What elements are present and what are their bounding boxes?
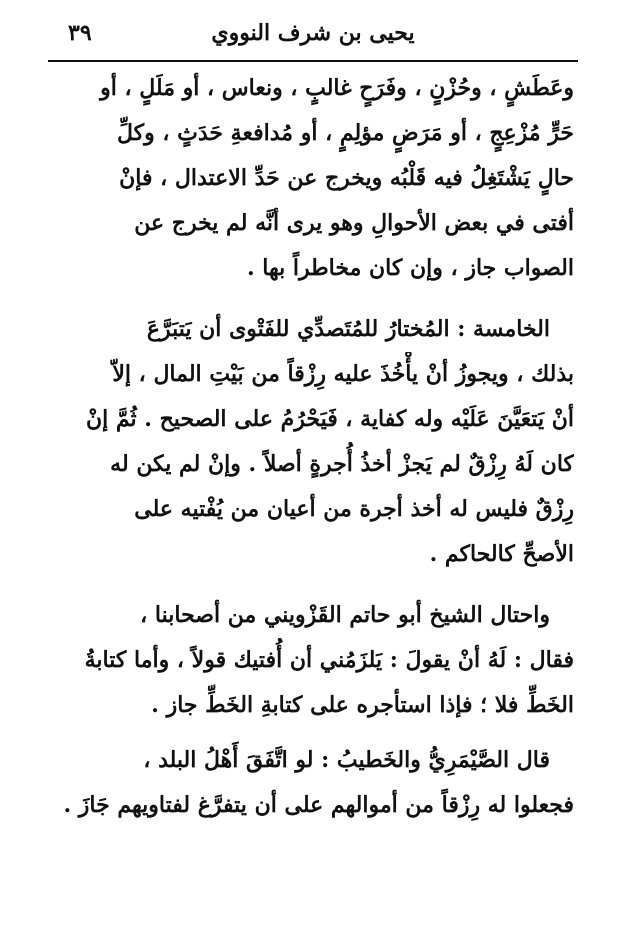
running-header-title: يحيى بن شرف النووي bbox=[211, 20, 415, 46]
text-line: فجعلوا له رِزْقاً من أموالهم على أن يتفرَّغ لفتاويهم جَازَ . bbox=[63, 792, 574, 818]
paragraph-2 bbox=[52, 307, 574, 577]
text-line: حالٍ يَشْتَغِلُ فيه قَلْبُه ويخرج عن حَدِّ الاعتدال ، فإنْ bbox=[119, 165, 574, 191]
text-line: الصواب جاز ، وإن كان مخاطراً بها . bbox=[246, 255, 574, 281]
text-line: واحتال الشيخ أبو حاتم القَزْويني من أصحابنا ، bbox=[140, 602, 550, 628]
text-line: أنْ يَتعَيَّنَ عَلَيْه وله كفاية ، فَيَحْرُمُ على الصحيح . ثُمَّ إنْ bbox=[85, 406, 574, 432]
text-line-rest: المُختارُ للمُتَصدِّي للفَتْوى أن يَتبَرَّعَ bbox=[146, 316, 458, 342]
page-body bbox=[52, 66, 574, 828]
running-header bbox=[48, 14, 578, 58]
paragraph-1 bbox=[52, 66, 574, 291]
text-line: أفتى في بعض الأحوالِ وهو يرى أنَّه لم يخرج عن bbox=[134, 210, 574, 236]
text-line: وعَطَشٍ ، وحُزْنٍ ، وفَرَحٍ غالبٍ ، ونعاس ، أو مَلَلٍ ، أو bbox=[100, 75, 574, 101]
page-number: ٣٩ bbox=[68, 20, 92, 46]
text-line: رِزْقٌ فليس له أخذ أجرة من أعيان من يُفْتيه على bbox=[134, 496, 574, 522]
paragraph-3 bbox=[52, 593, 574, 728]
text-line: الأصحِّ كالحاكم . bbox=[429, 541, 574, 567]
text-line: بذلك ، ويجوزُ أنْ يأْخُذَ عليه رِزْقاً من بَيْتِ المال ، إلاّ bbox=[112, 361, 574, 387]
text-line: الخَطِّ فلا ؛ فإذا استأجره على كتابةِ الخَطِّ جاز . bbox=[151, 692, 574, 718]
text-line: كان لَهُ رِزْقٌ لم يَجزْ أخذُ أُجرةٍ أصلاً . وإنْ لم يكن له bbox=[110, 451, 574, 477]
text-line: فقال : لَهُ أنْ يقولَ : يَلزَمُني أن أُفتيك قولاً ، وأما كتابةُ bbox=[84, 647, 574, 673]
section-lead-word: الخامسة : bbox=[457, 316, 550, 342]
header-divider bbox=[48, 60, 578, 62]
paragraph-4 bbox=[52, 738, 574, 828]
text-line: حَرٍّ مُزْعِجٍ ، أو مَرَضٍ مؤلِمٍ ، أو مُدافعةِ حَدَثٍ ، وكلِّ bbox=[116, 120, 574, 146]
text-line: قال الصَّيْمَرِيُّ والخَطيبُ : لو اتَّفَقَ أَهْلُ البلد ، bbox=[143, 747, 550, 773]
text-line bbox=[52, 307, 574, 352]
